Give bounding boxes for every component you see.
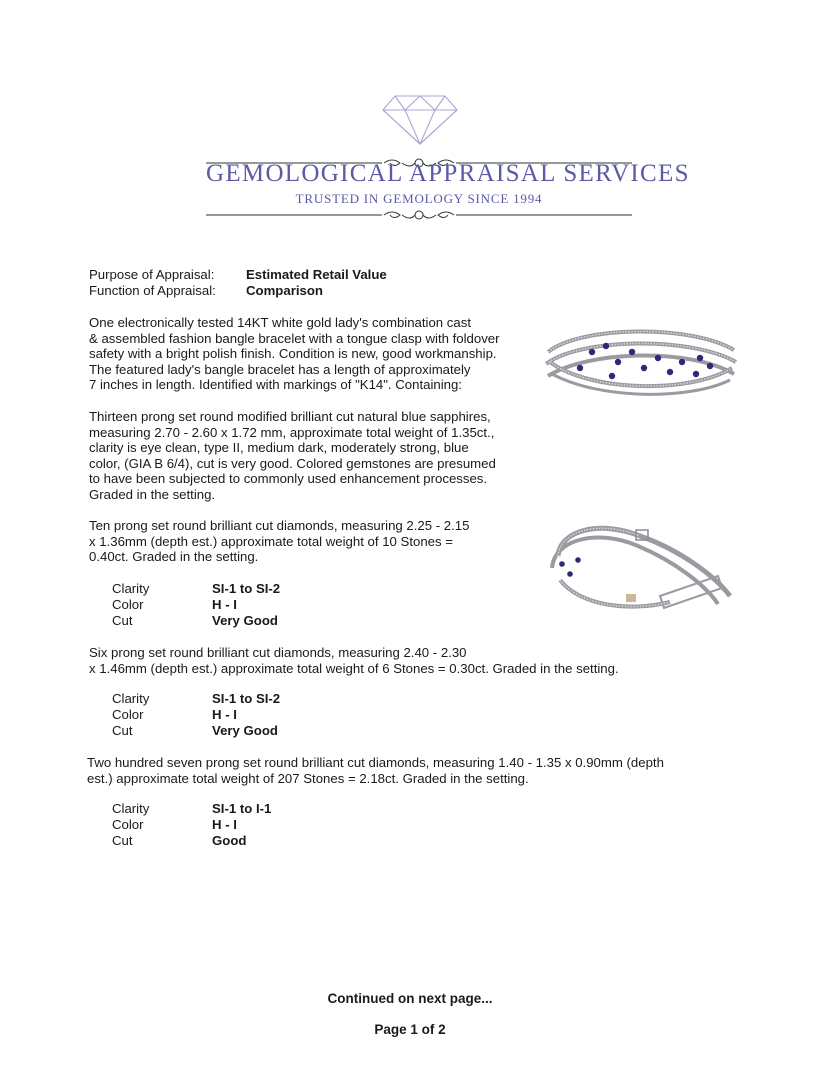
cut-label: Cut: [112, 833, 133, 848]
header-rule-bottom: [206, 208, 632, 222]
cut-row: [112, 723, 412, 739]
sapphire-description: [89, 409, 496, 503]
function-value: Comparison: [246, 283, 323, 298]
sapphire-line: color, (GIA B 6/4), cut is very good. Colored gemstones are presumed: [89, 455, 496, 471]
color-value: H - I: [212, 817, 237, 832]
description-line: The featured lady's bangle bracelet has a length of approximately: [89, 361, 471, 377]
color-value: H - I: [212, 707, 237, 722]
diamond-group-1-description: [89, 518, 469, 565]
diamond-logo-icon: [381, 94, 459, 146]
cut-label: Cut: [112, 723, 133, 738]
color-label: Color: [112, 597, 144, 612]
sapphire-line: Graded in the setting.: [89, 486, 216, 502]
diamond-line: x 1.36mm (depth est.) approximate total weight of 10 Stones =: [89, 533, 453, 549]
description-line: safety with a bright polish finish. Condition is new, good workmanship.: [89, 346, 497, 362]
sapphire-line: measuring 2.70 - 2.60 x 1.72 mm, approximate total weight of 1.35ct.,: [89, 424, 495, 440]
bracelet-top-photo: [540, 322, 740, 402]
sapphire-line: to have been subjected to commonly used enhancement processes.: [89, 471, 488, 487]
clarity-row: [112, 581, 412, 597]
sapphire-line: clarity is eye clean, type II, medium dark, moderately strong, blue: [89, 440, 469, 456]
sapphire-line: Thirteen prong set round modified brilliant cut natural blue sapphires,: [89, 409, 491, 424]
purpose-value: Estimated Retail Value: [246, 267, 387, 282]
color-label: Color: [112, 817, 144, 832]
color-label: Color: [112, 707, 144, 722]
clarity-value: SI-1 to I-1: [212, 801, 272, 816]
cut-row: [112, 833, 412, 849]
brand-tagline: TRUSTED IN GEMOLOGY SINCE 1994: [295, 191, 543, 206]
diamond-line: Six prong set round brilliant cut diamonds, measuring 2.40 - 2.30: [89, 645, 467, 660]
description-line: & assembled fashion bangle bracelet with a tongue clasp with foldover: [89, 330, 500, 346]
color-row: [112, 597, 412, 613]
continued-note: Continued on next page...: [327, 991, 493, 1006]
function-label: Function of Appraisal:: [89, 283, 216, 298]
clarity-label: Clarity: [112, 691, 150, 706]
cut-value: Very Good: [212, 613, 278, 628]
color-value: H - I: [212, 597, 237, 612]
clarity-label: Clarity: [112, 581, 150, 596]
clarity-row: [112, 691, 412, 707]
clarity-value: SI-1 to SI-2: [212, 691, 281, 706]
diamond-line: Ten prong set round brilliant cut diamonds, measuring 2.25 - 2.15: [89, 518, 470, 533]
description-line: One electronically tested 14KT white gold lady's combination cast: [89, 315, 471, 330]
brand-name: GEMOLOGICAL APPRAISAL SERVICES: [206, 160, 690, 187]
cut-value: Good: [212, 833, 247, 848]
bracelet-side-photo: [540, 516, 740, 616]
cut-label: Cut: [112, 613, 133, 628]
clarity-value: SI-1 to SI-2: [212, 581, 281, 596]
diamond-line: Two hundred seven prong set round brilliant cut diamonds, measuring 1.40 - 1.35 x 0.90mm (depth: [87, 755, 664, 770]
color-row: [112, 707, 412, 723]
clarity-row: [112, 801, 412, 817]
diamond-group-2-description: [89, 645, 619, 676]
cut-row: [112, 613, 412, 629]
diamond-line: 0.40ct. Graded in the setting.: [89, 549, 259, 565]
page-number: Page 1 of 2: [374, 1022, 446, 1037]
diamond-line: x 1.46mm (depth est.) approximate total weight of 6 Stones = 0.30ct. Graded in the setting.: [89, 660, 619, 676]
description-line: 7 inches in length. Identified with markings of "K14". Containing:: [89, 377, 462, 393]
purpose-label: Purpose of Appraisal:: [89, 267, 215, 282]
diamond-group-3-description: [87, 755, 664, 786]
item-description: [89, 315, 500, 393]
color-row: [112, 817, 412, 833]
cut-value: Very Good: [212, 723, 278, 738]
clarity-label: Clarity: [112, 801, 150, 816]
diamond-line: est.) approximate total weight of 207 Stones = 2.18ct. Graded in the setting.: [87, 770, 529, 786]
